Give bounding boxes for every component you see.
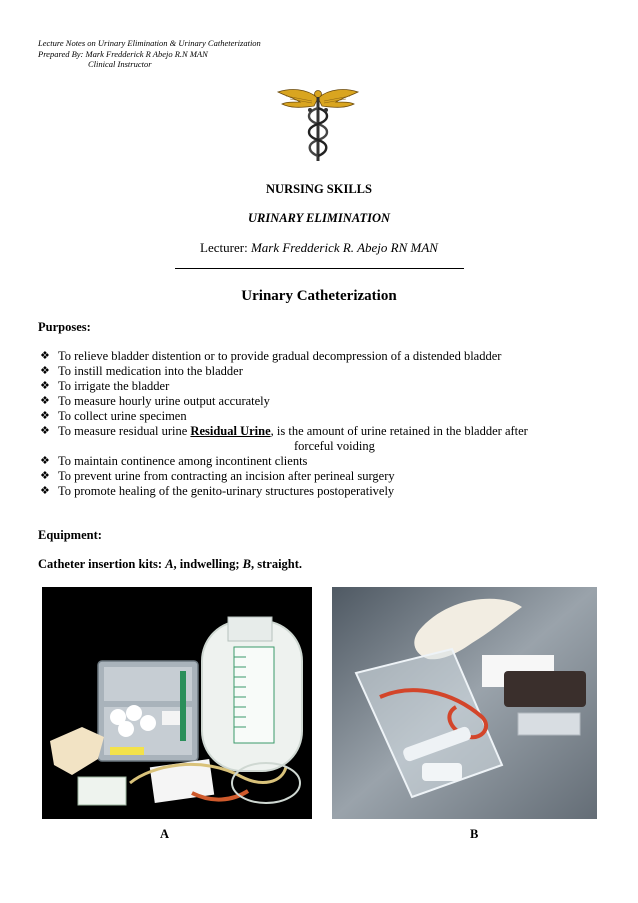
lecturer-name: Mark Fredderick R. Abejo RN MAN	[250, 240, 438, 255]
kits-label: Catheter insertion kits:	[38, 557, 163, 571]
document-header	[38, 38, 261, 70]
straight-kit-photo	[332, 587, 597, 819]
kit-a-letter: A	[165, 557, 174, 571]
list-item: ❖ To measure hourly urine output accurately	[40, 394, 270, 408]
bullet-icon: ❖	[40, 410, 50, 422]
list-item: ❖ To instill medication into the bladder	[40, 364, 243, 378]
course-title: NURSING SKILLS	[266, 182, 372, 196]
bullet-icon: ❖	[40, 380, 50, 392]
kit-b-desc: , straight.	[251, 557, 303, 571]
bullet-icon: ❖	[40, 485, 50, 497]
bullet-icon: ❖	[40, 470, 50, 482]
lecturer-label: Lecturer:	[200, 240, 248, 255]
section-title: Urinary Catheterization	[241, 288, 397, 304]
residual-urine-definition-cont: forceful voiding	[294, 439, 375, 453]
list-item: ❖ To relieve bladder distention or to provide gradual decompression of a distended bladder	[40, 349, 502, 363]
residual-urine-term: Residual Urine	[190, 424, 271, 438]
indwelling-kit-photo	[42, 587, 312, 819]
residual-urine-definition: , is the amount of urine retained in the bladder after	[270, 424, 528, 438]
caption-b: B	[470, 827, 479, 841]
title-divider	[175, 268, 464, 269]
caption-a: A	[160, 827, 170, 841]
list-item: ❖ To collect urine specimen	[40, 409, 187, 423]
bullet-icon: ❖	[40, 350, 50, 362]
lecturer-line	[0, 240, 638, 256]
bullet-icon: ❖	[40, 425, 50, 437]
kit-a-desc: , indwelling;	[173, 557, 240, 571]
caduceus-icon	[276, 84, 360, 164]
purposes-heading: Purposes:	[38, 320, 91, 334]
bullet-icon: ❖	[40, 365, 50, 377]
header-line-3: Clinical Instructor	[88, 59, 152, 69]
list-item-residual: ❖ To measure residual urine Residual Urine, is the amount of urine retained in the bladder after forceful voiding	[40, 424, 610, 454]
equipment-heading: Equipment:	[38, 528, 102, 542]
list-item: ❖ To prevent urine from contracting an incision after perineal surgery	[40, 469, 395, 483]
list-item: ❖ To maintain continence among incontinent clients	[40, 454, 308, 468]
list-item: ❖ To irrigate the bladder	[40, 379, 170, 393]
header-line-2: Prepared By: Mark Fredderick R Abejo R.N MAN	[38, 48, 208, 59]
purposes-list	[40, 349, 610, 499]
topic-title: URINARY ELIMINATION	[247, 211, 391, 225]
bullet-icon: ❖	[40, 395, 50, 407]
kits-caption	[38, 557, 302, 572]
bullet-icon: ❖	[40, 455, 50, 467]
header-line-1: Lecture Notes on Urinary Elimination & Urinary Catheterization	[38, 38, 261, 48]
list-item: ❖ To promote healing of the genito-urinary structures postoperatively	[40, 484, 395, 498]
kit-b-letter: B	[242, 557, 251, 571]
